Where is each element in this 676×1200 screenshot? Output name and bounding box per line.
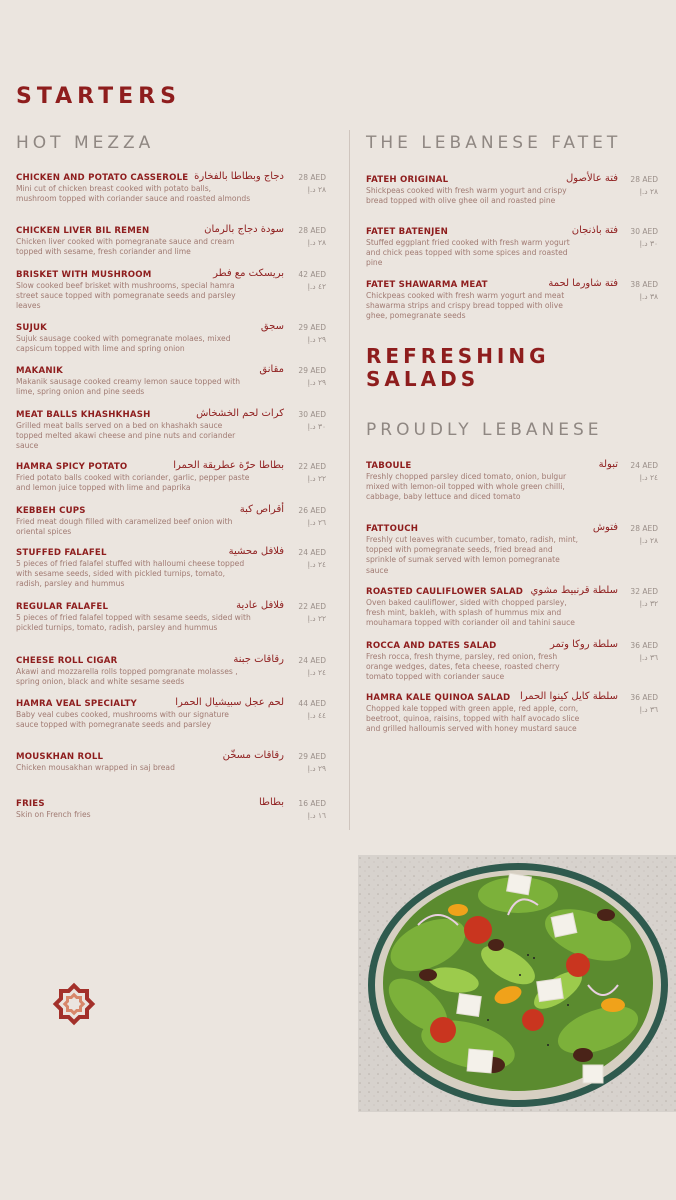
item-name-arabic: سجق [260,321,284,332]
item-price: 32 AED [630,587,658,596]
item-description: Skin on French fries [16,810,91,819]
item-name-arabic: رقاقات مسخّن [222,750,284,761]
item-description: Chickpeas cooked with fresh warm yogurt and meat shawarma strips and crispy bread topped with olive ghee, pomegranate seeds [366,291,565,321]
column-divider [349,130,350,830]
item-name: CHICKEN AND POTATO CASSEROLE [16,173,189,183]
item-description: Freshly chopped parsley diced tomato, onion, bulgur mixed with lemon-oil topped with whole green chilli, cabbage, baby lettuce and diced tomato [366,472,567,502]
item-price: 28 AED [298,226,326,235]
item-name: FATET BATENJEN [366,227,448,237]
item-price: 28 AED [630,175,658,184]
item-name-arabic: فتة باذنجان [571,225,618,236]
item-name: TABOULE [366,461,412,471]
item-price: 28 AED [630,524,658,533]
item-name-arabic: رقاقات جبنة [233,654,284,665]
item-name: FATET SHAWARMA MEAT [366,280,488,290]
item-price-arabic: ٣٢ د.إ [639,599,658,608]
item-description: Akawi and mozzarella rolls topped pomgranate molasses , spring onion, black and white sesame seeds [16,667,238,687]
item-name-arabic: تبولة [598,459,618,470]
item-name: ROCCA AND DATES SALAD [366,641,497,651]
item-price: 16 AED [298,799,326,808]
item-price: 42 AED [298,270,326,279]
salad-photo [358,855,676,1112]
item-price-arabic: ٢٤ د.إ [307,560,326,569]
item-name: FATTOUCH [366,524,419,534]
item-name: KEBBEH CUPS [16,506,86,516]
item-price: 44 AED [298,699,326,708]
item-description: Fried potato balls cooked with coriander, garlic, pepper paste and lemon juice topped with lime and paprika [16,473,250,493]
item-price: 24 AED [298,656,326,665]
item-description: Mini cut of chicken breast cooked with potato balls, mushroom topped with coriander sauce and roasted almonds [16,184,251,204]
item-price-arabic: ٣٠ د.إ [639,239,658,248]
item-price-arabic: ٢٨ د.إ [307,238,326,247]
item-name: BRISKET WITH MUSHROOM [16,270,152,280]
item-price-arabic: ٣٦ د.إ [639,653,658,662]
item-price-arabic: ٤٤ د.إ [307,711,326,720]
item-price-arabic: ٢٨ د.إ [639,187,658,196]
item-name: REGULAR FALAFEL [16,602,109,612]
item-description: Stuffed eggplant fried cooked with fresh warm yogurt and chick peas topped with some spices and roasted pine [366,238,570,268]
hot-mezza-heading: HOT MEZZA [16,133,155,153]
item-name-arabic: سودة دجاج بالرمان [204,224,284,235]
item-name: ROASTED CAULIFLOWER SALAD [366,587,524,597]
item-price: 36 AED [630,641,658,650]
item-price: 38 AED [630,280,658,289]
item-name-arabic: فلافل عادية [236,600,284,611]
item-price: 29 AED [298,752,326,761]
item-price-arabic: ٤٢ د.إ [307,282,326,291]
item-price-arabic: ٢٩ د.إ [307,335,326,344]
item-name-arabic: مقانق [259,364,284,375]
item-price-arabic: ٢٤ د.إ [307,668,326,677]
item-name: HAMRA SPICY POTATO [16,462,128,472]
item-name-arabic: فتة عالأصول [566,173,618,184]
item-name: HAMRA VEAL SPECIALTY [16,699,137,709]
item-price-arabic: ٢٩ د.إ [307,764,326,773]
item-price-arabic: ٣٠ د.إ [307,422,326,431]
item-description: 5 pieces of fried falafel topped with sesame seeds, sided with pickled turnips, tomato, radish, parsley and hummus [16,613,251,633]
item-price: 26 AED [298,506,326,515]
item-description: Shickpeas cooked with fresh warm yogurt and crispy bread topped with olive ghee oil and roasted pine [366,186,567,206]
item-price-arabic: ٢٦ د.إ [307,518,326,527]
item-name-arabic: فتوش [592,522,618,533]
item-name-arabic: فلافل محشية [228,546,284,557]
salads-heading-line2: SALADS [366,367,480,391]
item-name: MOUSKHAN ROLL [16,752,104,762]
item-price-arabic: ٢٢ د.إ [307,474,326,483]
item-name: STUFFED FALAFEL [16,548,107,558]
item-price: 28 AED [298,173,326,182]
item-price: 29 AED [298,366,326,375]
item-name-arabic: بطاطا حرّة عطريقة الحمرا [173,460,284,471]
fatet-heading: THE LEBANESE FATET [366,133,622,153]
item-name-arabic: فتة شاورما لحمة [548,278,618,289]
item-description: Oven baked cauliflower, sided with chopped parsley, fresh mint, bakleh, with splash of hummus mix and mouhamara topped with coriander oil and tahini sauce [366,598,575,628]
item-name-arabic: كرات لحم الخشخاش [196,408,284,419]
item-price: 24 AED [630,461,658,470]
item-price: 24 AED [298,548,326,557]
item-description: Fresh rocca, fresh thyme, parsley, red onion, fresh orange wedges, dates, feta cheese, roasted cherry tomato topped with coriander sauce [366,652,560,682]
item-price: 36 AED [630,693,658,702]
item-price: 29 AED [298,323,326,332]
item-description: Freshly cut leaves with cucumber, tomato, radish, mint, topped with pomegranate seeds, fried bread and sprinkle of sumak served with lemon pomegranate sauce [366,535,579,575]
item-name-arabic: سلطة روكا وتمر [550,639,618,650]
item-price-arabic: ٢٢ د.إ [307,614,326,623]
item-name: HAMRA KALE QUINOA SALAD [366,693,511,703]
page-title: STARTERS [16,84,181,109]
item-description: Chopped kale topped with green apple, red apple, corn, beetroot, quinoa, raisins, topped with half avocado slice and grilled halloumis served with honey mustard sauce [366,704,580,734]
item-name-arabic: سلطة قرنبيط مشوي [530,585,618,596]
item-name: SUJUK [16,323,48,333]
item-description: Sujuk sausage cooked with pomegranate molaes, mixed capsicum topped with lime and spring onion [16,334,231,354]
item-name-arabic: دجاج وبطاطا بالفخارة [194,171,284,182]
item-price-arabic: ٢٤ د.إ [639,473,658,482]
item-price: 30 AED [630,227,658,236]
item-name-arabic: لحم عجل سبيشيال الحمرا [175,697,284,708]
item-price-arabic: ٣٦ د.إ [639,705,658,714]
item-price-arabic: ٢٩ د.إ [307,378,326,387]
item-name-arabic: بطاطا [258,797,284,808]
star-logo-icon [47,977,101,1031]
item-price-arabic: ٢٨ د.إ [307,185,326,194]
item-price-arabic: ٢٨ د.إ [639,536,658,545]
item-name: MAKANIK [16,366,63,376]
item-name: MEAT BALLS KHASHKHASH [16,410,151,420]
item-name-arabic: بريسكت مع فطر [213,268,284,279]
salads-heading [366,345,550,391]
item-description: Slow cooked beef brisket with mushrooms, special hamra street sauce topped with pomegranate seeds and parsley leaves [16,281,236,311]
item-price: 22 AED [298,462,326,471]
item-name: FRIES [16,799,45,809]
item-price-arabic: ١٦ د.إ [307,811,326,820]
item-description: 5 pieces of fried falafel stuffed with halloumi cheese topped with sesame seeds, sided with pickled turnips, tomato, radish, parsley and hummus [16,559,245,589]
item-name-arabic: سلطة كايل كينوا الحمرا [519,691,618,702]
item-description: Makanik sausage cooked creamy lemon sauce topped with lime, spring onion and pine seeds [16,377,241,397]
item-description: Chicken liver cooked with pomegranate sauce and cream topped with sesame, fresh coriander and lime [16,237,235,257]
item-description: Fried meat dough filled with caramelized beef onion with oriental spices [16,517,233,537]
item-price-arabic: ٣٨ د.إ [639,292,658,301]
salads-heading-line1: REFRESHING [366,344,550,368]
item-name: CHICKEN LIVER BIL REMEN [16,226,150,236]
salads-subheading: PROUDLY LEBANESE [366,420,603,440]
salad-bowl-image [358,855,676,1112]
item-name-arabic: أقراص كبة [239,504,284,515]
item-name: FATEH ORIGINAL [366,175,449,185]
item-price: 22 AED [298,602,326,611]
item-description: Chicken mousakhan wrapped in saj bread [16,763,175,772]
item-name: CHEESE ROLL CIGAR [16,656,118,666]
item-price: 30 AED [298,410,326,419]
item-description: Baby veal cubes cooked, mushrooms with our signature sauce topped with pomegranate seeds and parsley [16,710,229,730]
item-description: Grilled meat balls served on a bed on khashakh sauce topped melted akawi cheese and pine nuts and coriander sauce [16,421,236,451]
